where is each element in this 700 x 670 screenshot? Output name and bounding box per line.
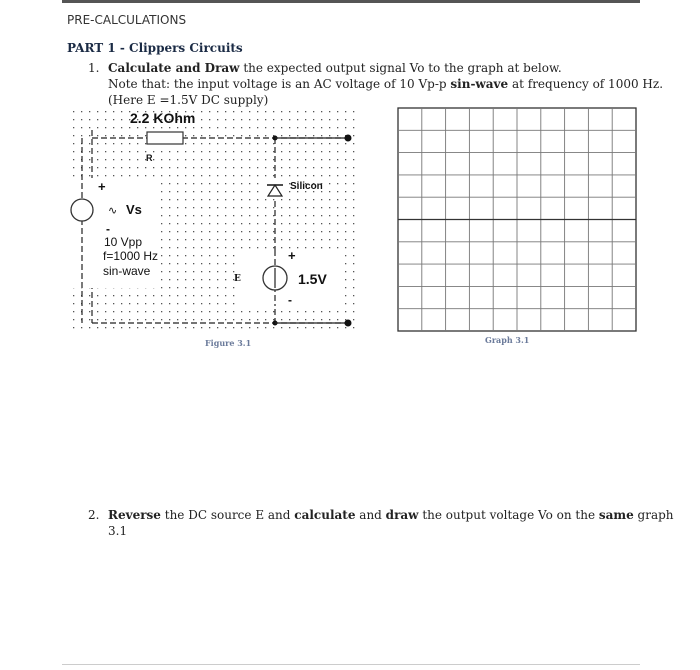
graph-grid	[397, 107, 637, 332]
question-1-line-1: Calculate and Draw the expected output signal Vo to the graph at below.	[108, 61, 562, 75]
battery-value: 1.5V	[298, 271, 327, 287]
part-title: PART 1 - Clippers Circuits	[67, 41, 243, 55]
top-rule	[62, 0, 640, 3]
question-2-line-2: 3.1	[108, 524, 128, 538]
battery-minus: -	[288, 293, 292, 307]
source-vpp: 10 Vpp	[104, 235, 143, 249]
question-1-line-2: Note that: the input voltage is an AC voltage of 10 Vp-p sin-wave at frequency of 1000 Hz.	[108, 77, 664, 91]
question-1-lead: Calculate and Draw	[108, 61, 240, 75]
question-2-line-1: Reverse the DC source E and calculate and draw the output voltage Vo on the same graph	[108, 508, 674, 522]
bottom-rule	[62, 664, 640, 665]
output-terminal-top	[345, 135, 352, 142]
battery-plus: +	[288, 248, 296, 263]
battery-name: E	[234, 274, 241, 284]
source-plus: +	[98, 179, 106, 194]
source-minus: -	[106, 222, 110, 236]
circuit-figure	[70, 108, 360, 333]
resistor-value: 2.2 KOhm	[130, 110, 196, 126]
resistor-label: R	[146, 153, 153, 163]
figure-caption: Figure 3.1	[205, 338, 252, 348]
sine-icon: ∿	[108, 204, 118, 217]
ac-source	[71, 199, 93, 221]
source-name: Vs	[126, 202, 142, 217]
diode-label: Silicon	[290, 181, 323, 192]
resistor	[147, 132, 183, 144]
diode	[265, 178, 285, 198]
section-title: PRE-CALCULATIONS	[67, 13, 187, 27]
output-terminal-bottom	[345, 320, 352, 327]
graph-caption: Graph 3.1	[485, 335, 530, 345]
source-waveform: sin-wave	[103, 264, 151, 278]
source-frequency: f=1000 Hz	[103, 249, 159, 263]
question-1-line-3: (Here E =1.5V DC supply)	[108, 93, 269, 107]
question-1-number: 1.	[88, 61, 100, 75]
question-2-number: 2.	[88, 508, 100, 522]
